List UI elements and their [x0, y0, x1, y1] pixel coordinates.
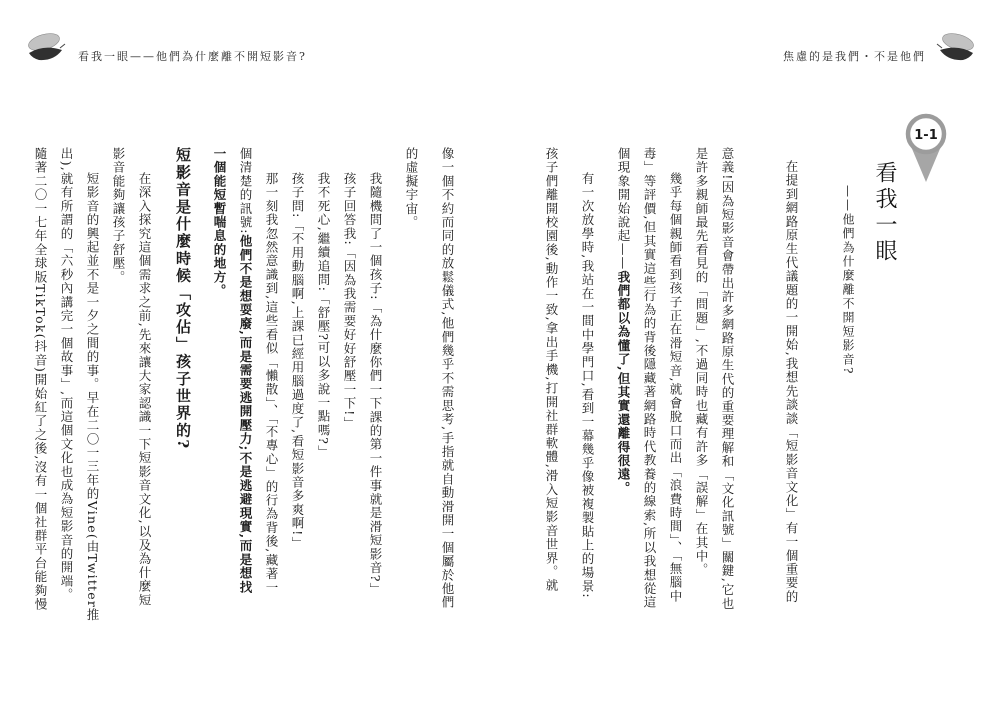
- text-column: 出),就有所謂的「六秒內講完一個故事」,而這個文化也成為短影音的開端。: [59, 147, 74, 602]
- text-column: 一個能短暫喘息的地方。: [212, 147, 227, 298]
- chapter-subtitle: ——他們為什麼離不開短影音?: [841, 185, 855, 376]
- running-head-left-text: 看我一眼——他們為什麼離不開短影音?: [78, 50, 307, 63]
- text-column: 個清楚的訊號:他們不是想耍廢,而是需要逃開壓力;不是逃避現實,而是想找: [238, 147, 253, 595]
- left-page-body: [27, 147, 460, 644]
- text-column: 像一個不約而同的放鬆儀式,他們幾乎不需思考,手指就自動滑開一個屬於他們: [440, 147, 455, 610]
- text-column: 孩子問:「不用動腦啊,上課已經用腦過度了,看短影音多爽啊!」: [290, 172, 305, 551]
- text-column: 幾乎每個親師看到孩子正在滑短音,就會脫口而出「浪費時間」、「無腦中: [668, 172, 683, 604]
- text-column: 那一刻我忽然意識到,這些看似「懶散」、「不專心」的行為背後,藏著一: [264, 172, 279, 595]
- running-head-right-text: 焦慮的是我們・不是他們: [783, 50, 926, 63]
- text-column: 是許多親師最先看見的「問題」,不過同時也藏有許多「誤解」在其中。: [694, 147, 709, 577]
- text-column: 孩子們離開校園後,動作一致,拿出手機,打開社群軟體,滑入短影音世界。就: [544, 147, 559, 593]
- running-head-left: [26, 31, 307, 64]
- text-column: 孩子回答我:「因為我需要好好舒壓一下!」: [342, 172, 357, 431]
- text-column: 在提到網路原生代議題的一開始,我想先談談「短影音文化」有一個重要的: [784, 159, 799, 604]
- text-column: 我隨機問了一個孩子:「為什麼你們一下課的第一件事就是滑短影音?」: [368, 172, 383, 597]
- right-page-body: [538, 147, 804, 644]
- butterfly-icon: [936, 31, 976, 64]
- text-column: 意義!因為短影音會帶出許多網路原生代的重要理解和「文化訊號」關鍵,它也: [720, 147, 735, 611]
- section-number: 1-1: [914, 128, 938, 143]
- text-column: 影音能夠讓孩子舒壓。: [111, 147, 126, 284]
- text-column: 短影音的興起並不是一夕之間的事。早在二〇一三年的Vine(由Twitter推: [85, 172, 100, 622]
- running-head-right: [783, 31, 976, 64]
- chapter-title: 看我一眼: [872, 161, 897, 265]
- text-column: 有一次放學時,我站在一間中學門口,看到一幕幾乎像被複製貼上的場景:: [580, 172, 595, 599]
- section-heading: 短影音是什麼時候「攻佔」孩子世界的?: [174, 147, 192, 451]
- map-pin-icon: [902, 112, 950, 186]
- text-column: 在深入探究這個需求之前,先來讓大家認識一下短影音文化,以及為什麼短: [137, 172, 152, 608]
- text-column: 個現象開始說起——我們都以為懂了,但其實還離得很遠。: [616, 147, 631, 496]
- text-column: 我不死心,繼續追問:「舒壓?可以多說一點嗎?」: [316, 172, 331, 459]
- text-column: 的虛擬宇宙。: [404, 147, 419, 230]
- butterfly-icon: [26, 31, 66, 64]
- text-column: 隨著二〇一七年全球版TikTok(抖音)開始紅了之後,沒有一個社群平台能夠慢: [33, 147, 48, 612]
- text-column: 毒」等評價,但其實這些行為的背後隱藏著網路時代教養的線索,所以我想從這: [642, 147, 657, 610]
